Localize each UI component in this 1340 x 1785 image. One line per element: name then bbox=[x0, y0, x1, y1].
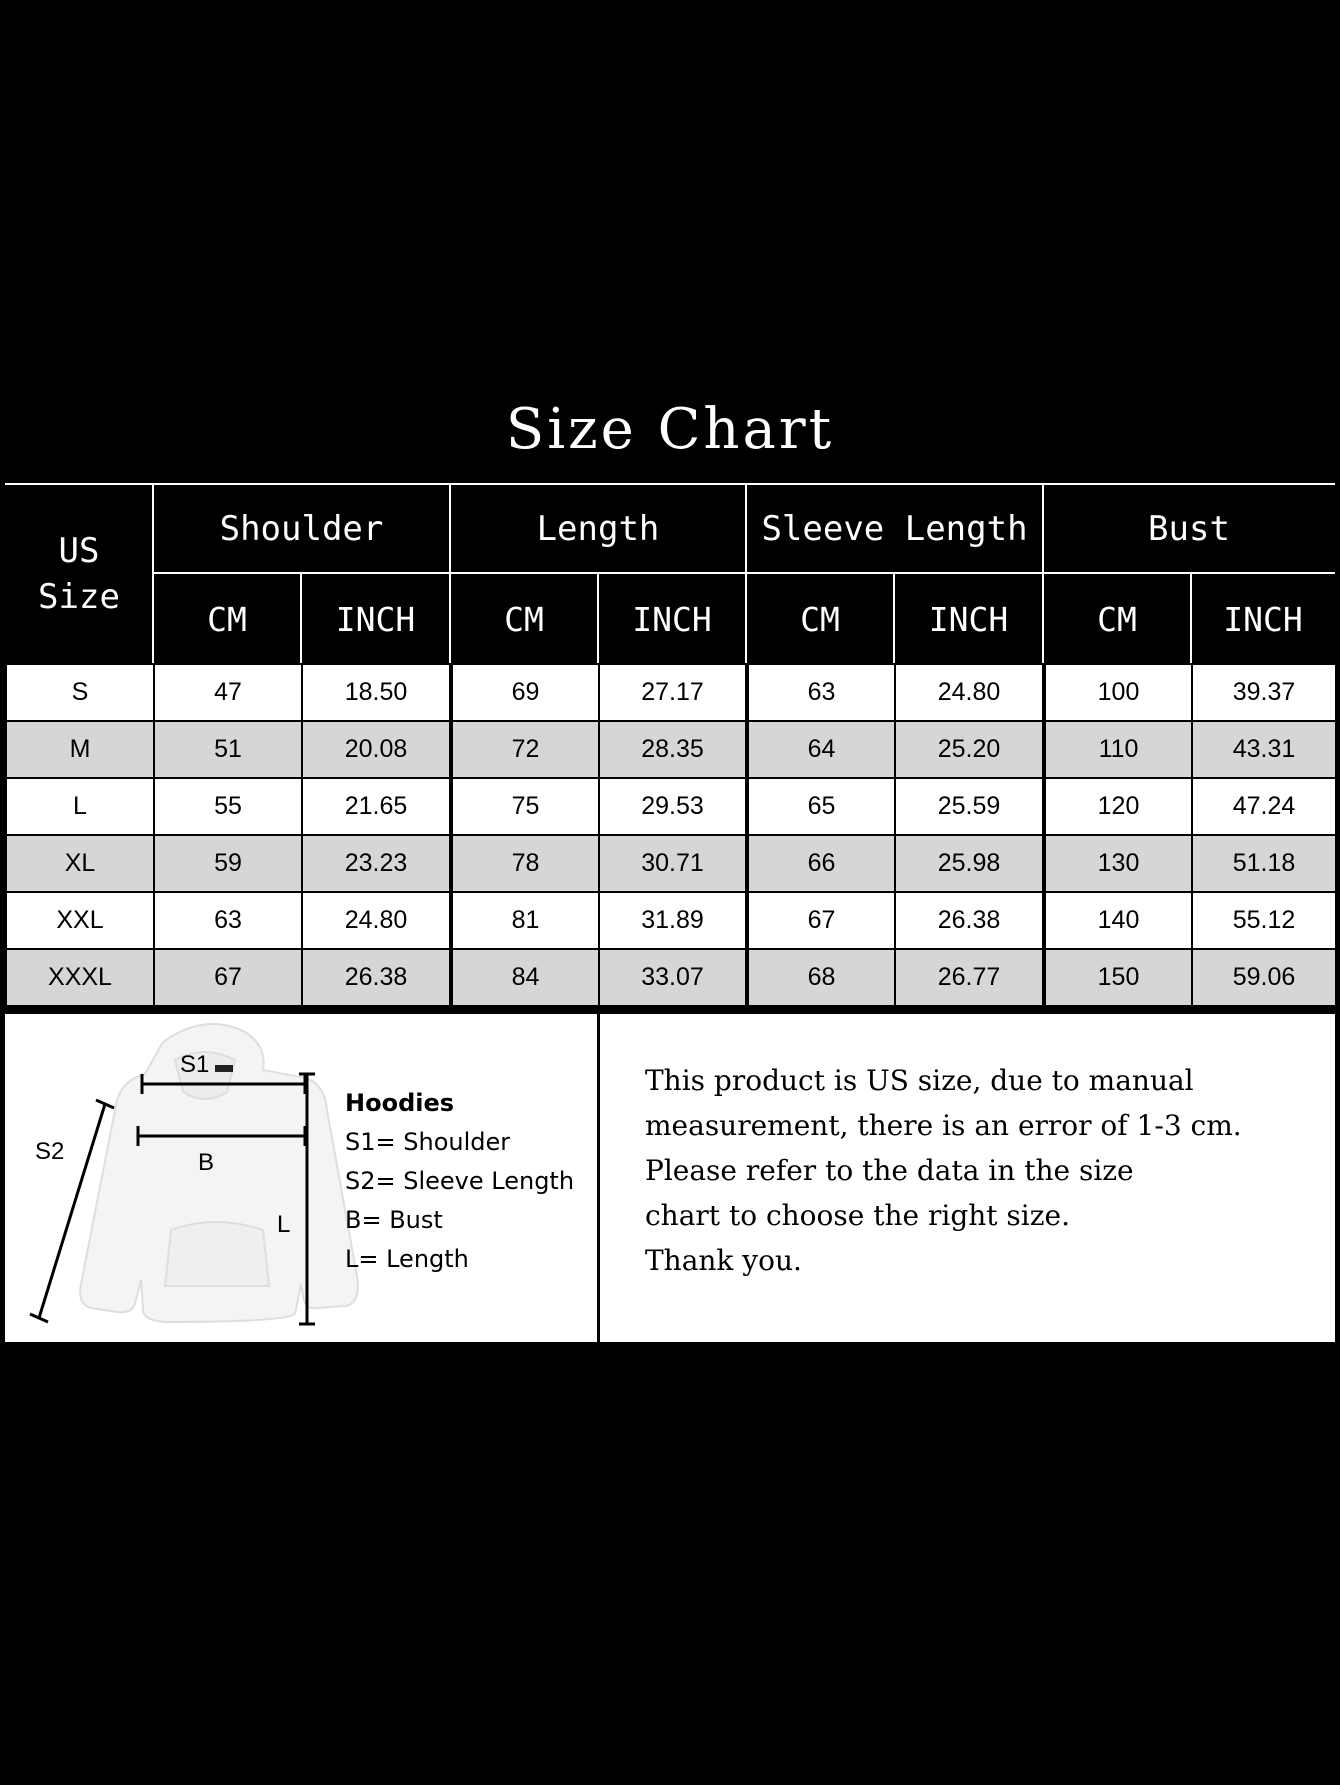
table-cell: 140 bbox=[1044, 892, 1192, 949]
table-cell: 78 bbox=[451, 835, 599, 892]
size-cell: XXL bbox=[6, 892, 154, 949]
table-cell: 24.80 bbox=[895, 664, 1044, 721]
size-cell: XXXL bbox=[6, 949, 154, 1006]
table-cell: 25.20 bbox=[895, 721, 1044, 778]
header-divider bbox=[449, 485, 451, 663]
group-header-length: Length bbox=[536, 509, 660, 549]
unit-header-shoulder-cm: CM bbox=[207, 599, 247, 639]
table-cell: 59 bbox=[154, 835, 302, 892]
group-header-sleeve-length: Sleeve Length bbox=[761, 509, 1028, 549]
s1-label: S1 bbox=[180, 1051, 210, 1078]
table-cell: 30.71 bbox=[599, 835, 747, 892]
table-cell: 51 bbox=[154, 721, 302, 778]
panel-divider bbox=[597, 1014, 600, 1342]
table-cell: 29.53 bbox=[599, 778, 747, 835]
table-cell: 39.37 bbox=[1192, 664, 1336, 721]
table-cell: 26.38 bbox=[895, 892, 1044, 949]
legend-item: B= Bust bbox=[345, 1206, 443, 1234]
table-cell: 20.08 bbox=[302, 721, 451, 778]
us-size-header: US Size bbox=[38, 531, 120, 617]
legend-item: L= Length bbox=[345, 1245, 469, 1273]
table-cell: 31.89 bbox=[599, 892, 747, 949]
table-cell: 69 bbox=[451, 664, 599, 721]
hoodie-tag bbox=[215, 1065, 233, 1072]
table-cell: 43.31 bbox=[1192, 721, 1336, 778]
table-row bbox=[6, 664, 1336, 721]
table-cell: 18.50 bbox=[302, 664, 451, 721]
size-cell: L bbox=[6, 778, 154, 835]
table-row bbox=[6, 721, 1336, 778]
table-cell: 68 bbox=[747, 949, 895, 1006]
table-cell: 26.77 bbox=[895, 949, 1044, 1006]
header-divider bbox=[597, 574, 599, 663]
unit-header-shoulder-inch: INCH bbox=[335, 599, 416, 639]
unit-header-bust-cm: CM bbox=[1097, 599, 1137, 639]
legend-item: S2= Sleeve Length bbox=[345, 1167, 575, 1195]
table-cell: 81 bbox=[451, 892, 599, 949]
unit-header-sleeve-cm: CM bbox=[800, 599, 840, 639]
s2-label: S2 bbox=[35, 1138, 65, 1165]
table-cell: 55.12 bbox=[1192, 892, 1336, 949]
size-table bbox=[5, 663, 1337, 1007]
measurement-note: This product is US size, due to manual measurement, there is an error of 1-3 cm. Please refer to the data in the size chart to choose the right size. Thank you. bbox=[645, 1064, 1242, 1277]
table-cell: 47.24 bbox=[1192, 778, 1336, 835]
table-cell: 66 bbox=[747, 835, 895, 892]
group-header-bust: Bust bbox=[1148, 509, 1230, 549]
header-mid-border bbox=[153, 572, 1335, 574]
table-cell: 72 bbox=[451, 721, 599, 778]
unit-header-length-cm: CM bbox=[504, 599, 544, 639]
header-divider bbox=[893, 574, 895, 663]
unit-header-sleeve-inch: INCH bbox=[928, 599, 1009, 639]
table-cell: 63 bbox=[154, 892, 302, 949]
table-cell: 120 bbox=[1044, 778, 1192, 835]
size-cell: S bbox=[6, 664, 154, 721]
unit-header-bust-inch: INCH bbox=[1223, 599, 1303, 639]
table-cell: 59.06 bbox=[1192, 949, 1336, 1006]
table-cell: 65 bbox=[747, 778, 895, 835]
page-title: Size Chart bbox=[505, 397, 835, 462]
header-divider bbox=[1190, 574, 1192, 663]
legend-title: Hoodies bbox=[345, 1089, 455, 1117]
header-divider bbox=[152, 485, 154, 663]
legend-item: S1= Shoulder bbox=[345, 1128, 511, 1156]
table-cell: 63 bbox=[747, 664, 895, 721]
table-cell: 64 bbox=[747, 721, 895, 778]
table-cell: 67 bbox=[747, 892, 895, 949]
table-cell: 84 bbox=[451, 949, 599, 1006]
table-cell: 25.59 bbox=[895, 778, 1044, 835]
unit-header-length-inch: INCH bbox=[632, 599, 712, 639]
table-cell: 51.18 bbox=[1192, 835, 1336, 892]
table-cell: 47 bbox=[154, 664, 302, 721]
table-cell: 24.80 bbox=[302, 892, 451, 949]
header-divider bbox=[300, 574, 302, 663]
table-cell: 23.23 bbox=[302, 835, 451, 892]
header-divider bbox=[1042, 485, 1044, 663]
b-label: B bbox=[198, 1149, 215, 1176]
size-cell: XL bbox=[6, 835, 154, 892]
table-cell: 25.98 bbox=[895, 835, 1044, 892]
header-divider bbox=[745, 485, 747, 663]
table-cell: 150 bbox=[1044, 949, 1192, 1006]
table-cell: 33.07 bbox=[599, 949, 747, 1006]
table-row bbox=[6, 892, 1336, 949]
table-cell: 130 bbox=[1044, 835, 1192, 892]
info-panel bbox=[5, 1014, 1335, 1342]
table-cell: 27.17 bbox=[599, 664, 747, 721]
table-cell: 26.38 bbox=[302, 949, 451, 1006]
table-cell: 110 bbox=[1044, 721, 1192, 778]
table-cell: 75 bbox=[451, 778, 599, 835]
measurement-legend bbox=[345, 1084, 574, 1279]
table-cell: 100 bbox=[1044, 664, 1192, 721]
table-cell: 21.65 bbox=[302, 778, 451, 835]
size-cell: M bbox=[6, 721, 154, 778]
table-row bbox=[6, 949, 1336, 1006]
table-cell: 55 bbox=[154, 778, 302, 835]
table-cell: 67 bbox=[154, 949, 302, 1006]
l-label: L bbox=[277, 1211, 291, 1238]
table-row bbox=[6, 778, 1336, 835]
table-cell: 28.35 bbox=[599, 721, 747, 778]
table-row bbox=[6, 835, 1336, 892]
group-header-shoulder: Shoulder bbox=[219, 509, 384, 549]
